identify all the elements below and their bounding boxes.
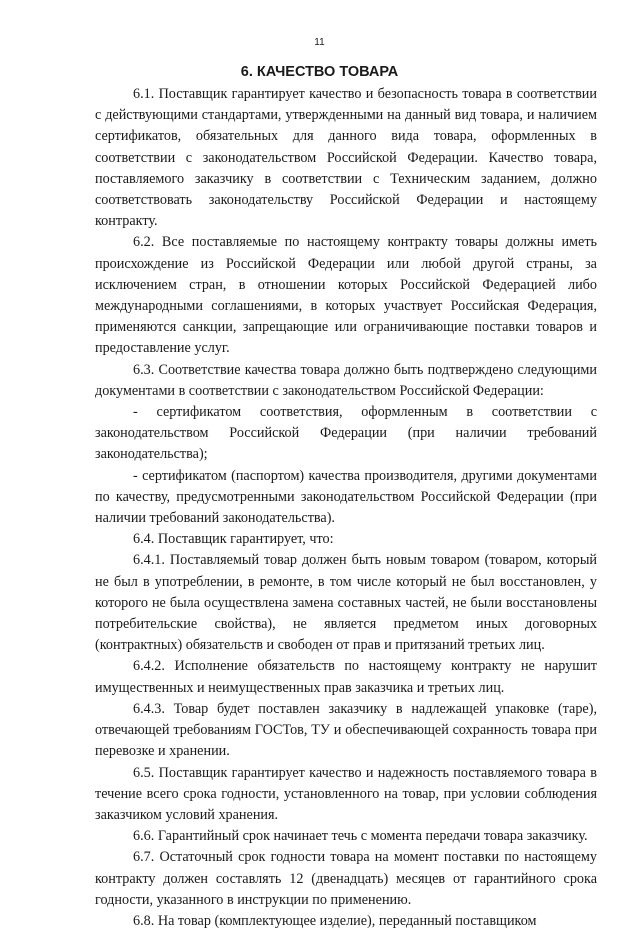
section-heading: 6. КАЧЕСТВО ТОВАРА (240, 64, 399, 80)
paragraph-6-6: 6.6. Гарантийный срок начинает течь с момента передачи товара заказчику. (133, 828, 588, 845)
paragraph-6-8: 6.8. На товар (комплектующее изделие), переданный поставщиком (133, 912, 537, 929)
paragraph-6-4-3: 6.4.3. Товар будет поставлен заказчику в надлежащей упаковке (таре), отвечающей требованиям ГОСТов, ТУ и обеспечивающей сохранность товара при перевозке и хранении. (95, 700, 597, 760)
page-number: 11 (314, 37, 325, 48)
paragraph-6-3: 6.3. Соответствие качества товара должно быть подтверждено следующими документами в соответствии с законодательством Российской Федерации: (95, 361, 597, 399)
paragraph-6-7: 6.7. Остаточный срок годности товара на момент поставки по настоящему контракту должен составлять 12 (двенадцать) месяцев от гарантийного срока годности, указанного в инструкции по применению. (95, 849, 597, 908)
paragraph-6-4-1: 6.4.1. Поставляемый товар должен быть новым товаром (товаром, который не был в употреблении, в ремонте, в том числе который не был восстановлен, у которого не была осуществлена замена составных частей, не были восстановлены потребительские свойства), не является предметом иных договорных (контрактных) обязательств и свободен от прав и притязаний третьих лиц. (95, 552, 597, 654)
paragraph-6-4: 6.4. Поставщик гарантирует, что: (133, 531, 334, 548)
paragraph-6-5: 6.5. Поставщик гарантирует качество и надежность поставляемого товара в течение всего срока годности, установленного на товар, при условии соблюдения заказчиком условий хранения. (95, 764, 597, 823)
paragraph-6-2: 6.2. Все поставляемые по настоящему контракту товары должны иметь происхождение из Российской Федерации или любой другой страны, за исключением стран, в отношении которых Российской Федерацией либо международными соглашениями, в которых участвует Российская Федерация, применяются санкции, запрещающие или ограничивающие поставки товаров и предоставление услуг. (95, 234, 597, 357)
paragraph-6-1: 6.1. Поставщик гарантирует качество и безопасность товара в соответствии с действующими стандартами, утвержденными на данный вид товара, и наличием сертификатов, обязательных для данного вида товара, оформленных в соответствии с законодательством Российской Федерации. Качество товара, поставляемого заказчику в соответствии с Техническим заданием, должно соответствовать законодательству Российской Федерации и настоящему контракту. (95, 86, 597, 230)
paragraph-6-4-2: 6.4.2. Исполнение обязательств по настоящему контракту не нарушит имущественных и неимущественных прав заказчика и третьих лиц. (95, 658, 597, 696)
paragraph-6-3-item-1: - сертификатом соответствия, оформленным в соответствии с законодательством Российской Федерации (при наличии требований законодательства); (95, 404, 597, 463)
section-body (95, 84, 597, 932)
paragraph-6-3-item-2: - сертификатом (паспортом) качества производителя, другими документами по качеству, предусмотренными законодательством Российской Федерации (при наличии требований законодательства). (95, 467, 597, 527)
